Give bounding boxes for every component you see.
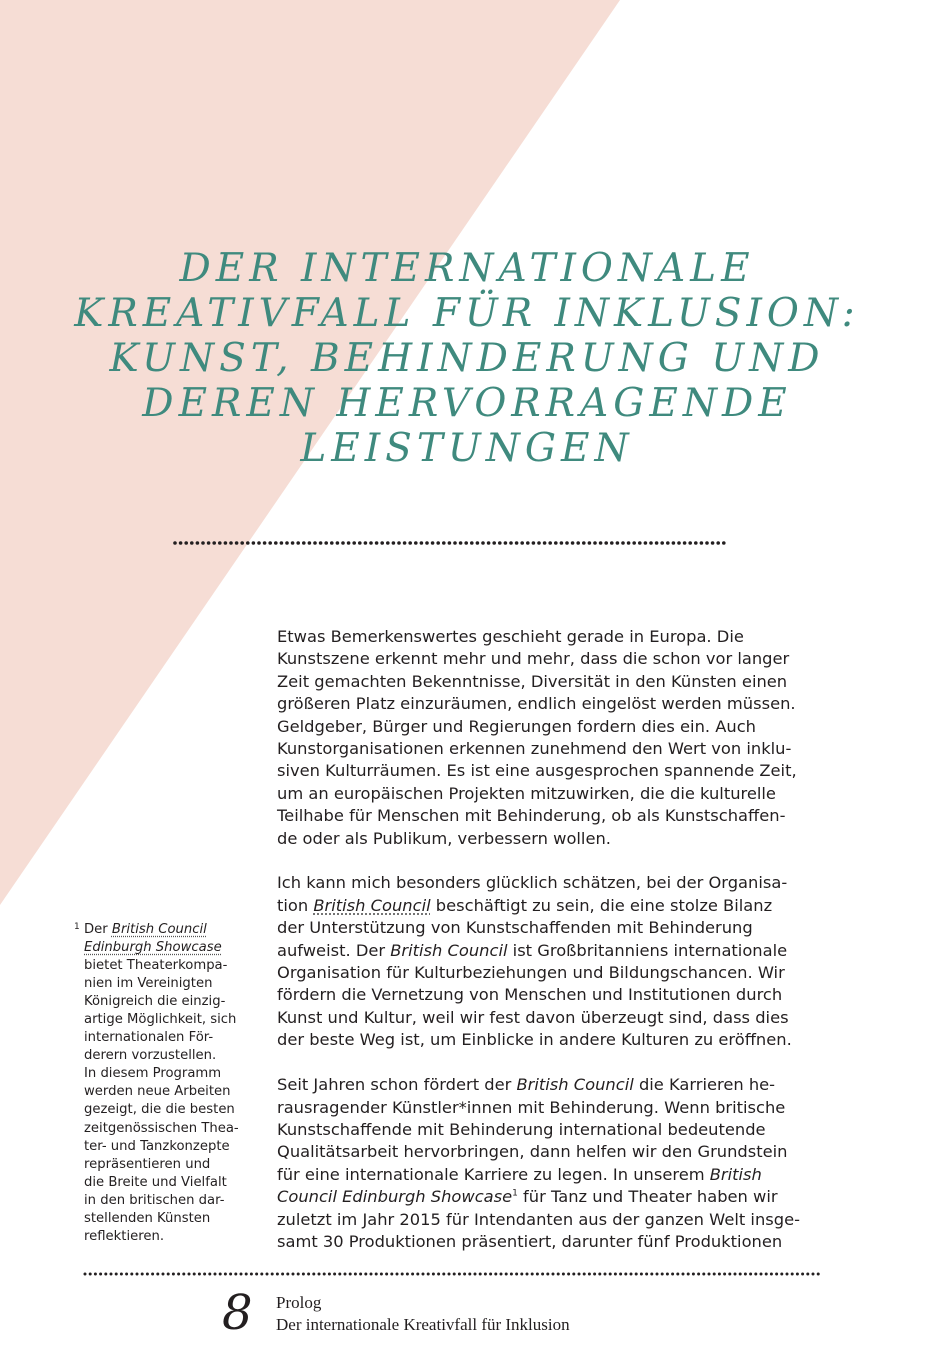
text-line: [277, 1164, 837, 1186]
text-line: bietet Theaterkompa-: [84, 958, 228, 974]
text-line: gezeigt, die die besten: [84, 1102, 235, 1118]
paragraph-1: [277, 626, 837, 850]
text-line: de oder als Publikum, verbessern wollen.: [277, 828, 611, 848]
text-line: die Breite und Vielfalt: [84, 1174, 227, 1190]
text-line: Kunstschaffende mit Behinderung international bedeutende: [277, 1119, 766, 1139]
text-run: beschäftigt zu sein, die eine stolze Bilanz: [430, 895, 773, 915]
text-line: größeren Platz einzuräumen, endlich eingelöst werden müssen.: [277, 694, 796, 714]
footnote-head: [74, 921, 259, 1246]
text-line: internationalen För-: [84, 1030, 214, 1046]
text-line: samt 30 Produktionen präsentiert, darunter fünf Produktionen: [277, 1231, 783, 1251]
text-line: ter- und Tanzkonzepte: [84, 1138, 230, 1154]
page-number: 8: [222, 1285, 253, 1341]
title-line: LEISTUNGEN: [300, 426, 634, 471]
text-line: Kunst und Kultur, weil wir fest davon überzeugt sind, dass dies: [277, 1007, 789, 1027]
text-line: zeitgenössischen Thea-: [84, 1120, 239, 1136]
paragraph-2: [277, 872, 837, 1051]
chapter-name: Der internationale Kreativfall für Inklusion: [276, 1315, 570, 1334]
text-line: In diesem Programm: [84, 1066, 222, 1082]
showcase-term: Edinburgh Showcase: [84, 940, 222, 956]
text-line: Ich kann mich besonders glücklich schätzen, bei der Organisa-: [277, 873, 788, 893]
paragraph-3: [277, 1074, 837, 1253]
footnote: [74, 921, 259, 1246]
text-run: für Tanz und Theater haben wir: [517, 1187, 778, 1207]
section-name: Prolog: [276, 1293, 322, 1312]
text-run: Der: [84, 922, 112, 937]
text-run: aufweist. Der: [277, 940, 391, 960]
text-line: Zeit gemachten Bekenntnisse, Diversität in den Künsten einen: [277, 671, 788, 691]
page-title: [40, 246, 894, 471]
text-run: die Karrieren he-: [633, 1075, 776, 1095]
title-line: DER INTERNATIONALE: [179, 246, 755, 291]
text-line: Qualitätsarbeit hervorbringen, dann helfen wir den Grundstein: [277, 1142, 788, 1162]
text-line: Kunstorganisationen erkennen zunehmend den Wert von inklu-: [277, 739, 792, 759]
text-line: der beste Weg ist, um Einblicke in andere Kulturen zu eröffnen.: [277, 1030, 792, 1050]
text-line: Etwas Bemerkenswertes geschieht gerade in Europa. Die: [277, 627, 744, 646]
footnote-lines: [74, 921, 259, 1246]
text-line: [277, 1186, 837, 1208]
text-line: stellenden Künsten: [84, 1210, 211, 1226]
text-line: rausragender Künstler*innen mit Behinderung. Wenn britische: [277, 1097, 786, 1117]
footnote-number: 1: [74, 922, 80, 932]
title-line: KREATIVFALL FÜR INKLUSION:: [74, 291, 860, 336]
text-run: ist Großbritanniens internationale: [507, 940, 788, 960]
text-line: in den britischen dar-: [84, 1192, 225, 1208]
text-line: siven Kulturräumen. Es ist eine ausgesprochen spannende Zeit,: [277, 761, 797, 781]
text-line: Organisation für Kulturbeziehungen und Bildungschancen. Wir: [277, 963, 785, 983]
text-line: [277, 1074, 837, 1096]
running-head: [276, 1292, 570, 1336]
text-line: repräsentieren und: [84, 1156, 211, 1172]
body-text: [277, 626, 837, 1276]
text-line: derern vorzustellen.: [84, 1048, 217, 1064]
text-run: für eine internationale Karriere zu legen. In unserem: [277, 1164, 710, 1184]
showcase-term: Council Edinburgh Showcase: [277, 1187, 513, 1207]
british-council-term: British Council: [516, 1075, 634, 1095]
text-line: werden neue Arbeiten: [84, 1084, 231, 1100]
text-line: Teilhabe für Menschen mit Behinderung, ob als Kunstschaffen-: [277, 806, 786, 826]
text-run: tion: [277, 895, 314, 915]
text-line: Geldgeber, Bürger und Regierungen fordern dies ein. Auch: [277, 716, 756, 736]
footer-dotted-divider: [82, 1269, 827, 1279]
text-run: Seit Jahren schon fördert der: [277, 1075, 517, 1095]
text-line: Königreich die einzig-: [84, 994, 226, 1010]
text-line: zuletzt im Jahr 2015 für Intendanten aus der ganzen Welt insge-: [277, 1209, 800, 1229]
text-line: fördern die Vernetzung von Menschen und Institutionen durch: [277, 985, 783, 1005]
british-council-term: British Council: [390, 940, 508, 960]
title-line: DEREN HERVORRAGENDE: [142, 381, 792, 426]
text-line: [84, 921, 259, 939]
text-line: um an europäischen Projekten mitzuwirken, die die kulturelle: [277, 783, 776, 803]
text-line: [84, 939, 259, 957]
showcase-term: British: [709, 1164, 762, 1184]
footnote-reference[interactable]: 1: [512, 1188, 518, 1199]
text-line: [277, 895, 837, 917]
british-council-term: British Council: [111, 922, 207, 937]
title-line: KUNST, BEHINDERUNG UND: [109, 336, 825, 381]
title-dotted-divider: [172, 538, 732, 548]
text-line: reflektieren.: [84, 1228, 165, 1244]
text-line: [277, 940, 837, 962]
text-line: artige Möglichkeit, sich: [84, 1012, 237, 1028]
text-line: der Unterstützung von Kunstschaffenden mit Behinderung: [277, 918, 753, 938]
text-line: Kunstszene erkennt mehr und mehr, dass die schon vor langer: [277, 649, 790, 669]
text-line: nien im Vereinigten: [84, 976, 213, 992]
british-council-term: British Council: [313, 895, 431, 915]
